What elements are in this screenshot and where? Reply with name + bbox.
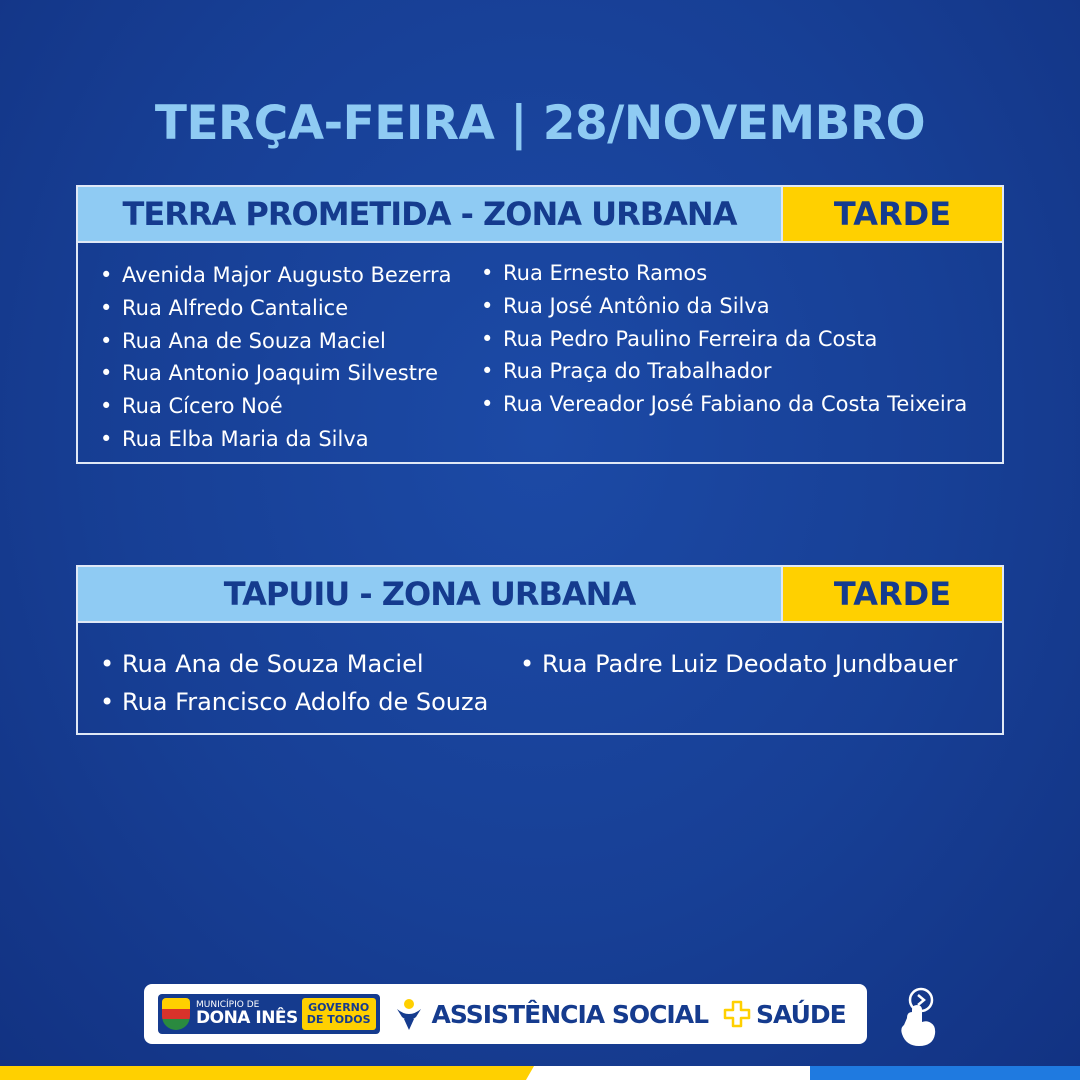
list-item: • Rua Alfredo Cantalice <box>100 292 481 325</box>
list-item: • Avenida Major Augusto Bezerra <box>100 259 481 292</box>
governo-line-2: DE TODOS <box>306 1013 371 1026</box>
street-list-right <box>481 257 967 456</box>
list-item: • Rua Praça do Trabalhador <box>481 355 967 388</box>
list-item: • Rua Padre Luiz Deodato Jundbauer <box>520 645 957 683</box>
list-item: • Rua Francisco Adolfo de Souza <box>100 683 520 721</box>
crest-icon <box>162 998 190 1030</box>
hand-pointer-icon <box>893 984 945 1050</box>
municipio-logo <box>158 994 380 1034</box>
street-list-left <box>100 645 520 721</box>
section-period: TARDE <box>783 567 1002 621</box>
governo-badge <box>302 998 376 1029</box>
section-title: TERRA PROMETIDA - ZONA URBANA <box>78 187 783 241</box>
list-item: • Rua Ana de Souza Maciel <box>100 645 520 683</box>
bottom-stripe-yellow <box>0 1066 540 1080</box>
schedule-section-terra-prometida <box>76 185 1004 464</box>
municipio-label: MUNICÍPIO DE <box>196 1000 260 1010</box>
municipio-text <box>196 1001 298 1027</box>
municipio-name: DONA INÊS <box>196 1008 298 1028</box>
governo-line-1: GOVERNO <box>308 1001 370 1015</box>
list-item: • Rua José Antônio da Silva <box>481 290 967 323</box>
list-item: • Rua Antonio Joaquim Silvestre <box>100 357 481 390</box>
schedule-section-tapuiu <box>76 565 1004 735</box>
section-title: TAPUIU - ZONA URBANA <box>78 567 783 621</box>
list-item: • Rua Cícero Noé <box>100 390 481 423</box>
person-icon <box>394 997 424 1031</box>
bottom-stripe-blue <box>810 1066 1080 1080</box>
list-item: • Rua Pedro Paulino Ferreira da Costa <box>481 323 967 356</box>
list-item: • Rua Vereador José Fabiano da Costa Teixeira <box>481 388 967 421</box>
section-period: TARDE <box>783 187 1002 241</box>
footer-banner <box>144 984 867 1044</box>
bottom-stripe-white <box>526 1066 824 1080</box>
cross-icon <box>722 999 752 1029</box>
street-columns <box>78 623 1002 721</box>
page-title: TERÇA-FEIRA | 28/NOVEMBRO <box>154 96 926 151</box>
saude-label: SAÚDE <box>756 999 846 1029</box>
list-item: • Rua Ernesto Ramos <box>481 257 967 290</box>
list-item: • Rua Ana de Souza Maciel <box>100 325 481 358</box>
saude-logo <box>722 999 846 1029</box>
street-columns <box>78 243 1002 456</box>
assistencia-label: ASSISTÊNCIA SOCIAL <box>431 999 708 1029</box>
section-header <box>78 187 1002 243</box>
list-item: • Rua Elba Maria da Silva <box>100 423 481 456</box>
street-list-right <box>520 645 957 721</box>
section-header <box>78 567 1002 623</box>
street-list-left <box>100 259 481 456</box>
assistencia-social-logo <box>394 997 708 1031</box>
